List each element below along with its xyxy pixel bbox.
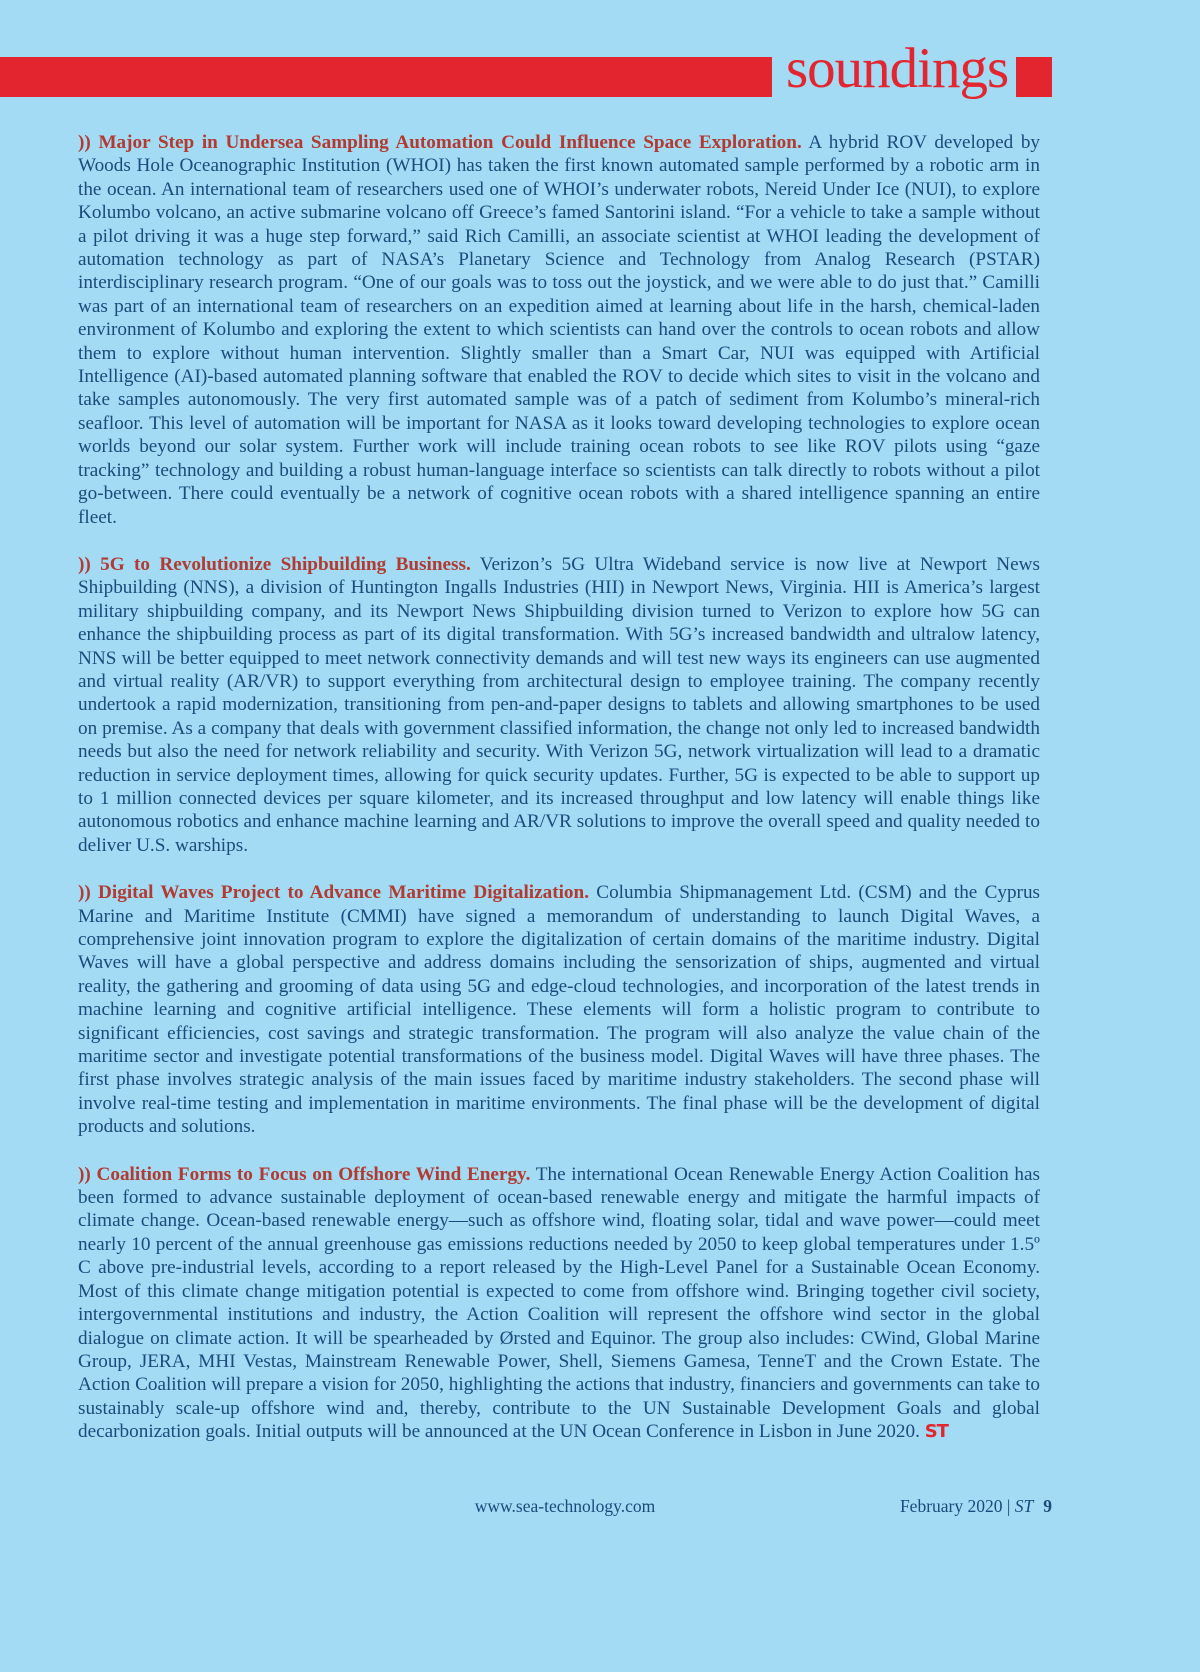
article-body: Verizon’s 5G Ultra Wideband service is now live at Newport News Shipbuilding (NNS), a division of Huntington Ingalls Industries (HII) in Newport News, Virginia. HII is America’s largest military shipbuilding company, and its Newport News Shipbuilding division turned to Verizon to explore how 5G can enhance the shipbuilding process as part of its digital transformation. With 5G’s increased bandwidth and ultralow latency, NNS will be better equipped to meet network connectivity demands and will test new ways its engineers can use augmented and virtual reality (AR/VR) to support everything from architectural design to employee training. The company recently undertook a rapid modernization, transitioning from pen-and-paper designs to tablets and allowing smartphones to be used on premise. As a company that deals with government classified information, the change not only led to increased bandwidth needs but also the need for network reliability and security. With Verizon 5G, network virtualization will lead to a dramatic reduction in service deployment times, allowing for quick security updates. Further, 5G is expected to be able to support up to 1 million connected devices per square kilometer, and its increased throughput and low latency will enable things like autonomous robotics and enhance machine learning and AR/VR solutions to improve the overall speed and quality needed to deliver U.S. warships. bbox=[78, 553, 1041, 856]
article-marker: )) bbox=[78, 882, 91, 904]
article-marker: )) bbox=[78, 1163, 91, 1185]
footer-page-number: 9 bbox=[1043, 1496, 1052, 1516]
article-heading bbox=[78, 554, 471, 575]
article-5g-shipbuilding bbox=[78, 553, 1040, 857]
article-title: Major Step in Undersea Sampling Automation Could Influence Space Exploration. bbox=[98, 132, 802, 153]
article-title: Coalition Forms to Focus on Offshore Wind Energy. bbox=[96, 1163, 531, 1185]
footer-website: www.sea-technology.com bbox=[474, 1496, 656, 1516]
header-red-square-icon bbox=[1016, 57, 1052, 97]
article-title: Digital Waves Project to Advance Maritime Digitalization. bbox=[98, 882, 589, 904]
footer-issue-date: February 2020 bbox=[899, 1496, 1003, 1516]
footer-separator: | bbox=[1006, 1496, 1011, 1516]
article-body: The international Ocean Renewable Energy Action Coalition has been formed to advance sustainable deployment of ocean-based renewable energy and mitigate the harmful impacts of climate change. Ocean-based renewable energy—such as offshore wind, floating solar, tidal and wave power—could meet nearly 10 percent of the annual greenhouse gas emissions reductions needed by 2050 to keep global temperatures under 1.5º C above pre-industrial levels, according to a report released by the High-Level Panel for a Sustainable Ocean Economy. Most of this climate change mitigation potential is expected to come from offshore wind. Bringing together civil society, intergovernmental institutions and industry, the Action Coalition will represent the offshore wind sector in the global dialogue on climate action. It will be spearheaded by Ørsted and Equinor. The group also includes: CWind, Global Marine Group, JERA, MHI Vestas, Mainstream Renewable Power, Shell, Siemens Gamesa, TenneT and the Crown Estate. The Action Coalition will prepare a vision for 2050, highlighting the actions that industry, financiers and governments can take to sustainably scale-up offshore wind and, thereby, contribute to the UN Sustainable Development Goals and global decarbonization goals. Initial outputs will be announced at the UN Ocean Conference in Lisbon in June 2020. bbox=[78, 1163, 1041, 1443]
page-footer bbox=[78, 1496, 1052, 1520]
article-marker: )) bbox=[78, 132, 91, 153]
section-header bbox=[0, 37, 1200, 100]
article-marker: )) bbox=[78, 553, 91, 575]
header-red-bar bbox=[0, 57, 772, 97]
article-heading bbox=[78, 132, 802, 153]
article-digital-waves bbox=[78, 881, 1040, 1138]
article-body: A hybrid ROV developed by Woods Hole Oceanographic Institution (WHOI) has taken the first known automated sample performed by a robotic arm in the ocean. An international team of researchers used one of WHOI’s underwater robots, Nereid Under Ice (NUI), to explore Kolumbo volcano, an active submarine volcano off Greece’s famed Santorini island. “For a vehicle to take a sample without a pilot driving it was a huge step forward,” said Rich Camilli, an associate scientist at WHOI leading the development of automation technology as part of NASA’s Planetary Science and Technology from Analog Research (PSTAR) interdisciplinary research program. “One of our goals was to toss out the joystick, and we were able to do just that.” Camilli was part of an international team of researchers on an expedition aimed at learning about life in the harsh, chemical-laden environment of Kolumbo and exploring the extent to which scientists can hand over the controls to ocean robots and allow them to explore without human intervention. Slightly smaller than a Smart Car, NUI was equipped with Artificial Intelligence (AI)-based automated planning software that enabled the ROV to decide which sites to visit in the volcano and take samples autonomously. The very first automated sample was of a patch of sediment from Kolumbo’s mineral-rich seafloor. This level of automation will be important for NASA as it looks toward developing technologies to explore ocean worlds beyond our solar system. Further work will include training ocean robots to see like ROV pilots using “gaze tracking” technology and building a robust human-language interface so scientists can talk directly to robots without a pilot go-between. There could eventually be a network of cognitive ocean robots with a shared intelligence spanning an entire fleet. bbox=[78, 132, 1041, 528]
article-offshore-wind bbox=[78, 1163, 1040, 1444]
article-heading bbox=[78, 882, 589, 903]
articles-column bbox=[78, 131, 1040, 1468]
article-heading bbox=[78, 1164, 530, 1185]
article-undersea-sampling bbox=[78, 131, 1040, 529]
footer-magazine-abbrev: ST bbox=[1014, 1496, 1034, 1516]
article-title: 5G to Revolutionize Shipbuilding Business. bbox=[100, 553, 471, 575]
footer-issue-info bbox=[900, 1496, 1052, 1517]
end-of-story-mark: ST bbox=[924, 1421, 948, 1443]
article-body: Columbia Shipmanagement Ltd. (CSM) and the Cyprus Marine and Maritime Institute (CMMI) have signed a memorandum of understanding to launch Digital Waves, a comprehensive joint innovation program to explore the digitalization of certain domains of the maritime industry. Digital Waves will have a global perspective and address domains including the sensorization of ships, augmented and virtual reality, the gathering and grooming of data using 5G and edge-cloud technologies, and incorporation of the latest trends in machine learning and cognitive artificial intelligence. These elements will form a holistic program to contribute to significant efficiencies, cost savings and strategic transformation. The program will also analyze the value chain of the maritime sector and investigate potential transformations of the business model. Digital Waves will have three phases. The first phase involves strategic analysis of the main issues faced by maritime industry stakeholders. The second phase will involve real-time testing and implementation in maritime environments. The final phase will be the development of digital products and solutions. bbox=[78, 882, 1041, 1138]
section-title: soundings bbox=[786, 37, 1009, 100]
